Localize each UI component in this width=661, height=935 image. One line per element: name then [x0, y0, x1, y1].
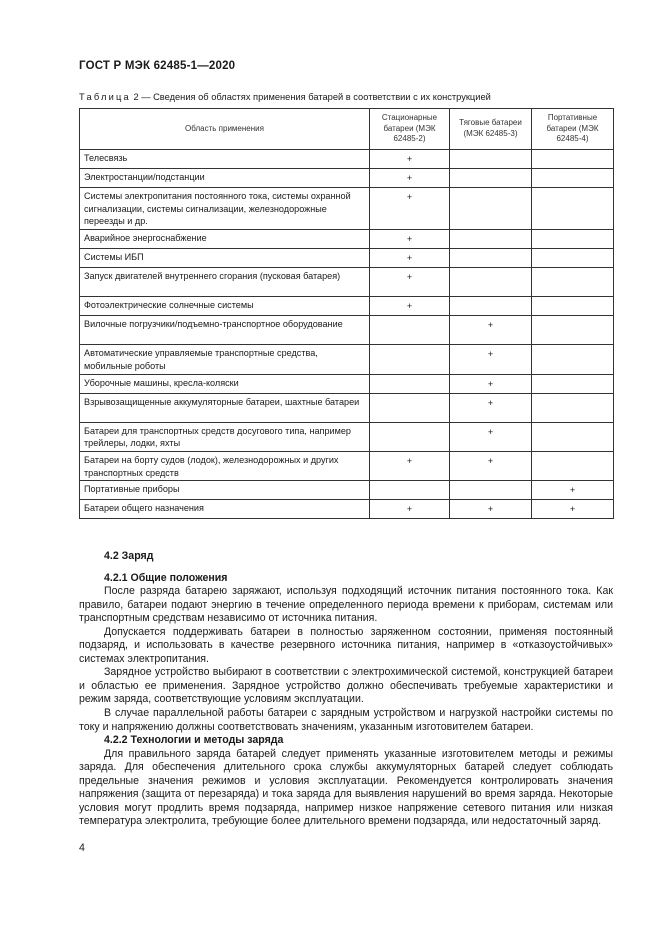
- cell-stationary: +: [370, 297, 450, 316]
- header-application-area: Область применения: [80, 109, 370, 150]
- table-row: [80, 451, 614, 480]
- header-traction: Тяговые батареи (МЭК 62485-3): [450, 109, 532, 150]
- table-row: [80, 150, 614, 169]
- cell-portable: [532, 188, 614, 230]
- cell-portable: [532, 451, 614, 480]
- cell-portable: [532, 268, 614, 297]
- table-caption-text: 2 — Сведения об областях применения батарей в соответствии с их конструкцией: [130, 92, 491, 102]
- table-row: [80, 345, 614, 374]
- cell-portable: +: [532, 500, 614, 519]
- cell-traction: [450, 268, 532, 297]
- cell-application-area: Фотоэлектрические солнечные системы: [80, 297, 370, 316]
- cell-portable: [532, 345, 614, 374]
- cell-stationary: +: [370, 451, 450, 480]
- table-row: [80, 268, 614, 297]
- cell-application-area: Телесвязь: [80, 150, 370, 169]
- cell-portable: [532, 297, 614, 316]
- cell-traction: [450, 481, 532, 500]
- paragraph: В случае параллельной работы батареи с зарядным устройством и нагрузкой настройки системы по току и напряжению должны соответствовать значениям, указанным изготовителем батареи.: [79, 707, 613, 733]
- cell-stationary: +: [370, 169, 450, 188]
- paragraph: Допускается поддерживать батареи в полностью заряженном состоянии, применяя постоянный подзаряд, и использовать в качестве резервного источника питания, например в «отказоустойчивых» системах электропитания.: [79, 625, 613, 665]
- cell-stationary: +: [370, 150, 450, 169]
- cell-traction: +: [450, 316, 532, 345]
- cell-application-area: Системы ИБП: [80, 249, 370, 268]
- cell-application-area: Автоматические управляемые транспортные средства, мобильные роботы: [80, 345, 370, 374]
- cell-stationary: +: [370, 268, 450, 297]
- cell-application-area: Вилочные погрузчики/подъемно-транспортное оборудование: [80, 316, 370, 345]
- cell-stationary: [370, 374, 450, 393]
- paragraph: После разряда батарею заряжают, используя подходящий источник питания постоянного тока. Как правило, батареи подают энергию в течение определенного периода времени к приборам, системам или транспортным средствам независимо от источника питания.: [79, 585, 613, 625]
- cell-traction: [450, 297, 532, 316]
- cell-traction: +: [450, 451, 532, 480]
- cell-application-area: Портативные приборы: [80, 481, 370, 500]
- paragraph: Для правильного заряда батарей следует применять указанные изготовителем методы и режимы заряда. Для обеспечения длительного срока службы аккумуляторных батарей следует соблюдать предельные значения режимов и условия эксплуатации. Рекомендуется контролировать значения напряжения (защита от перезаряда) и тока заряда для выявления нарушений во время заряда. Некоторые условия могут продлить время подзаряда, например низкое напряжение сетевого питания или низкая температура электролита, требующие более длительного времени подзаряда, или недостаточный заряд.: [79, 747, 613, 828]
- cell-application-area: Уборочные машины, кресла-коляски: [80, 374, 370, 393]
- cell-stationary: [370, 422, 450, 451]
- cell-application-area: Батареи на борту судов (лодок), железнодорожных и других транспортных средств: [80, 451, 370, 480]
- cell-traction: [450, 230, 532, 249]
- cell-portable: [532, 150, 614, 169]
- cell-traction: [450, 188, 532, 230]
- cell-stationary: +: [370, 500, 450, 519]
- cell-stationary: +: [370, 230, 450, 249]
- table-row: [80, 297, 614, 316]
- section-4-2: [79, 550, 613, 829]
- cell-traction: +: [450, 500, 532, 519]
- cell-portable: +: [532, 481, 614, 500]
- document-header: ГОСТ Р МЭК 62485-1—2020: [79, 60, 236, 72]
- header-stationary: Стационарные батареи (МЭК 62485-2): [370, 109, 450, 150]
- table-row: [80, 316, 614, 345]
- cell-application-area: Аварийное энергоснабжение: [80, 230, 370, 249]
- cell-application-area: Батареи для транспортных средств досугового типа, например трейлеры, лодки, яхты: [80, 422, 370, 451]
- cell-portable: [532, 169, 614, 188]
- cell-traction: +: [450, 374, 532, 393]
- cell-traction: [450, 249, 532, 268]
- table-row: [80, 249, 614, 268]
- table-row: [80, 169, 614, 188]
- table-row: [80, 393, 614, 422]
- cell-stationary: +: [370, 188, 450, 230]
- page-number: 4: [79, 842, 85, 854]
- heading-4-2-2: 4.2.2 Технологии и методы заряда: [104, 734, 284, 747]
- cell-stationary: [370, 481, 450, 500]
- cell-portable: [532, 374, 614, 393]
- cell-portable: [532, 393, 614, 422]
- cell-traction: [450, 150, 532, 169]
- cell-traction: +: [450, 422, 532, 451]
- paragraph: Зарядное устройство выбирают в соответствии с электрохимической системой, конструкцией батареи и областью ее применения. Зарядное устройство должно обеспечивать требуемые характеристики и режим заряда, соответствующие условиям эксплуатации.: [79, 666, 613, 706]
- cell-traction: [450, 169, 532, 188]
- cell-portable: [532, 422, 614, 451]
- cell-application-area: Взрывозащищенные аккумуляторные батареи, шахтные батареи: [80, 393, 370, 422]
- table-row: [80, 188, 614, 230]
- table-row: [80, 230, 614, 249]
- table-caption: [79, 92, 491, 102]
- cell-application-area: Системы электропитания постоянного тока, системы охранной сигнализации, системы сигнализации, железнодорожные переезды и др.: [80, 188, 370, 230]
- cell-portable: [532, 316, 614, 345]
- cell-application-area: Запуск двигателей внутреннего сгорания (пусковая батарея): [80, 268, 370, 297]
- cell-traction: +: [450, 345, 532, 374]
- cell-traction: +: [450, 393, 532, 422]
- cell-stationary: [370, 316, 450, 345]
- cell-stationary: +: [370, 249, 450, 268]
- heading-4-2: 4.2 Заряд: [104, 550, 154, 562]
- table-row: [80, 481, 614, 500]
- table-row: [80, 500, 614, 519]
- applications-table: [79, 108, 614, 519]
- table-row: [80, 374, 614, 393]
- cell-portable: [532, 230, 614, 249]
- table-header-row: [80, 109, 614, 150]
- cell-application-area: Электростанции/подстанции: [80, 169, 370, 188]
- table-row: [80, 422, 614, 451]
- cell-stationary: [370, 393, 450, 422]
- heading-4-2-1: 4.2.1 Общие положения: [104, 571, 228, 584]
- cell-application-area: Батареи общего назначения: [80, 500, 370, 519]
- table-caption-label: Таблица: [79, 92, 131, 102]
- cell-portable: [532, 249, 614, 268]
- header-portable: Портативные батареи (МЭК 62485-4): [532, 109, 614, 150]
- cell-stationary: [370, 345, 450, 374]
